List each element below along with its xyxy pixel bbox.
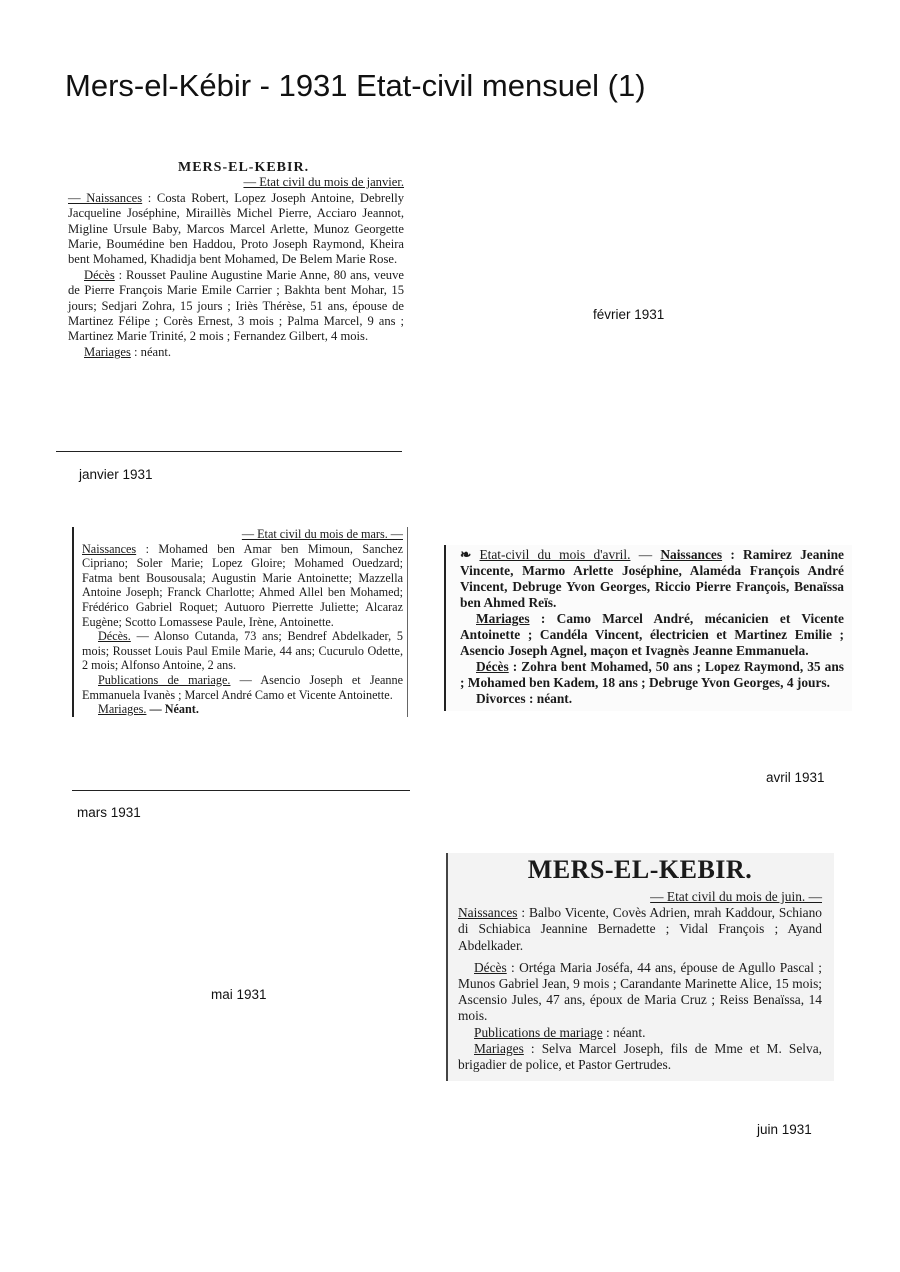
divider-janvier bbox=[56, 451, 402, 452]
deaths-label-avril: Décès bbox=[476, 659, 509, 674]
marriages-text-mars: — Néant. bbox=[146, 702, 199, 717]
masthead-juin: MERS-EL-KEBIR. bbox=[527, 855, 753, 884]
clipping-avril bbox=[444, 545, 852, 711]
marriages-label-mars: Mariages. bbox=[98, 702, 147, 717]
header-avril: ❧ Etat-civil du mois d'avril. — Naissances : Ramirez Jeanine Vincente, Marmo Arlette Joséphine, Alaméda François André Vincent, Debruge Yvon Georges, Riccio Pierre François, Benaïssa ben Ahmed Reïs. bbox=[460, 547, 844, 610]
header-juin bbox=[458, 889, 822, 905]
caption-juin: juin 1931 bbox=[757, 1122, 812, 1137]
publications-label-juin: Publications de mariage bbox=[474, 1024, 603, 1040]
births-text-juin: : Balbo Vicente, Covès Adrien, mrah Kaddour, Schiano di Schiabica Jeannine Bernadette ; Vidal François ; Ayand Abdelkader. bbox=[458, 905, 822, 953]
births-label-mars: Naissances bbox=[82, 541, 137, 556]
divorces-avril bbox=[460, 691, 844, 707]
births-text-mars: : Mohamed ben Amar ben Mimoun, Sanchez Cipriano; Soler Marie; Lopez Gloire; Mohamed Ouedzard; Fatma bent Bousousala; Augustin Marie Antoinette; Mazzella Antoine Joseph; Franck Charlotte; Ahmed Allel ben Mohamed; Frédérico Gabriel Roquet; Autuoro Pierrette Juliette; Alcaraz Eugène; Scotto Lomassese Paule, Irène, Antoinette. bbox=[82, 541, 403, 629]
births-label-avril: Naissances bbox=[660, 547, 723, 562]
caption-mai: mai 1931 bbox=[211, 987, 267, 1002]
deaths-label-juin: Décès bbox=[474, 959, 507, 975]
marriages-juin bbox=[458, 1041, 822, 1073]
deaths-text-janvier: : Rousset Pauline Augustine Marie Anne, 80 ans, veuve de Pierre François Marie Emile Carrier ; Bakhta bent Mohar, 15 jours; Sedjari Zohra, 15 jours ; Iriès Thérèse, 51 ans, épouse de Martinez Félipe ; Corès Ernest, 3 mois ; Palma Marcel, 9 ans ; Martinez Marie Trinité, 2 mois ; Fernandez Gilbert, 4 mois. bbox=[68, 267, 404, 344]
caption-avril: avril 1931 bbox=[766, 770, 825, 785]
births-text-janvier: : Costa Robert, Lopez Joseph Antoine, Debrelly Jacqueline Joséphine, Miraillès Michel Pierre, Acciaro Jeannot, Migline Ursule Baby, Marcos Marcel Arlette, Munoz Georgette Marie, Boumédine ben Haddou, Proto Joseph Raymond, Kheira bent Mohamed, Khadidja bent Mohamed, De Belem Marie Rose. bbox=[68, 190, 404, 267]
marriages-text-juin: : Selva Marcel Joseph, fils de Mme et M. Selva, brigadier de police, et Pastor Gertrudes. bbox=[458, 1040, 822, 1073]
divorces-text-avril: : néant. bbox=[525, 691, 573, 706]
clipping-juin bbox=[446, 853, 834, 1081]
publications-mars bbox=[82, 673, 403, 702]
births-text-avril: : Ramirez Jeanine Vincente, Marmo Arlette Joséphine, Alaméda François André Vincent, Debruge Yvon Georges, Riccio Pierre François, Benaïssa ben Ahmed Reïs. bbox=[460, 547, 844, 610]
clipping-mars bbox=[72, 527, 408, 717]
deaths-label-janvier: Décès bbox=[84, 267, 115, 282]
deaths-avril bbox=[460, 659, 844, 691]
deaths-juin bbox=[458, 960, 822, 1025]
marriages-text-avril: : Camo Marcel André, mécanicien et Vicente Antoinette ; Candéla Vincent, électricien et Martinez Emilie ; Asencio Joseph Agnel, maçon et Ivagnès Jeanne Emmanuela. bbox=[460, 611, 844, 658]
births-label-janvier: — Naissances bbox=[68, 190, 143, 205]
publications-text-juin: : néant. bbox=[602, 1024, 646, 1040]
deaths-text-mars: — Alonso Cutanda, 73 ans; Bendref Abdelkader, 5 mois; Rousset Louis Paul Emile Marie, 44 ans; Cucurulo Odette, 2 mois; Alfonso Antoine, 2 ans. bbox=[82, 629, 403, 673]
marriages-janvier bbox=[68, 345, 404, 360]
header-mars bbox=[82, 527, 403, 542]
marriages-label-janvier: Mariages bbox=[84, 344, 131, 359]
deaths-text-juin: : Ortéga Maria Joséfa, 44 ans, épouse de Agullo Pascal ; Munos Gabriel Jean, 9 mois ; Carandante Marinette Alice, 15 mois; Ascensio Jules, 47 ans, époux de Maria Cruz ; Reiss Benaïssa, 14 mois. bbox=[458, 959, 822, 1024]
header-avril-text: Etat-civil du mois d'avril. bbox=[479, 547, 631, 562]
masthead-janvier: MERS-EL-KEBIR. bbox=[178, 160, 310, 175]
caption-fevrier: février 1931 bbox=[593, 307, 665, 322]
ornament-icon: ❧ bbox=[460, 547, 480, 562]
header-mars-text: — Etat civil du mois de mars. — bbox=[241, 527, 403, 541]
header-janvier-text: — Etat civil du mois de janvier. bbox=[243, 175, 404, 190]
divorces-label-avril: Divorces bbox=[476, 691, 526, 706]
caption-mars: mars 1931 bbox=[77, 805, 141, 820]
header-janvier bbox=[68, 175, 404, 190]
publications-text-mars: — Asencio Joseph et Jeanne Emmanuela Ivanès ; Marcel André Camo et Vicente Antoinette. bbox=[82, 672, 403, 702]
marriages-label-juin: Mariages bbox=[474, 1040, 524, 1056]
marriages-text-janvier: : néant. bbox=[130, 344, 172, 359]
clipping-janvier bbox=[68, 160, 404, 360]
header-juin-text: — Etat civil du mois de juin. — bbox=[650, 889, 822, 904]
marriages-avril bbox=[460, 611, 844, 659]
deaths-mars bbox=[82, 629, 403, 673]
births-juin bbox=[458, 905, 822, 954]
marriages-mars bbox=[82, 702, 403, 717]
births-mars bbox=[82, 542, 403, 630]
publications-juin bbox=[458, 1025, 822, 1041]
marriages-label-avril: Mariages bbox=[476, 611, 530, 626]
caption-janvier: janvier 1931 bbox=[79, 467, 153, 482]
publications-label-mars: Publications de mariage. bbox=[98, 672, 231, 687]
deaths-label-mars: Décès. bbox=[98, 629, 131, 644]
divider-mars bbox=[72, 790, 410, 791]
page-title: Mers-el-Kébir - 1931 Etat-civil mensuel (1) bbox=[65, 68, 646, 103]
deaths-text-avril: : Zohra bent Mohamed, 50 ans ; Lopez Raymond, 35 ans ; Mohamed ben Kadem, 18 ans ; Debruge Yvon Georges, 4 jours. bbox=[460, 659, 844, 690]
deaths-janvier bbox=[68, 268, 404, 345]
births-janvier bbox=[68, 191, 404, 268]
births-label-juin: Naissances bbox=[458, 905, 518, 921]
